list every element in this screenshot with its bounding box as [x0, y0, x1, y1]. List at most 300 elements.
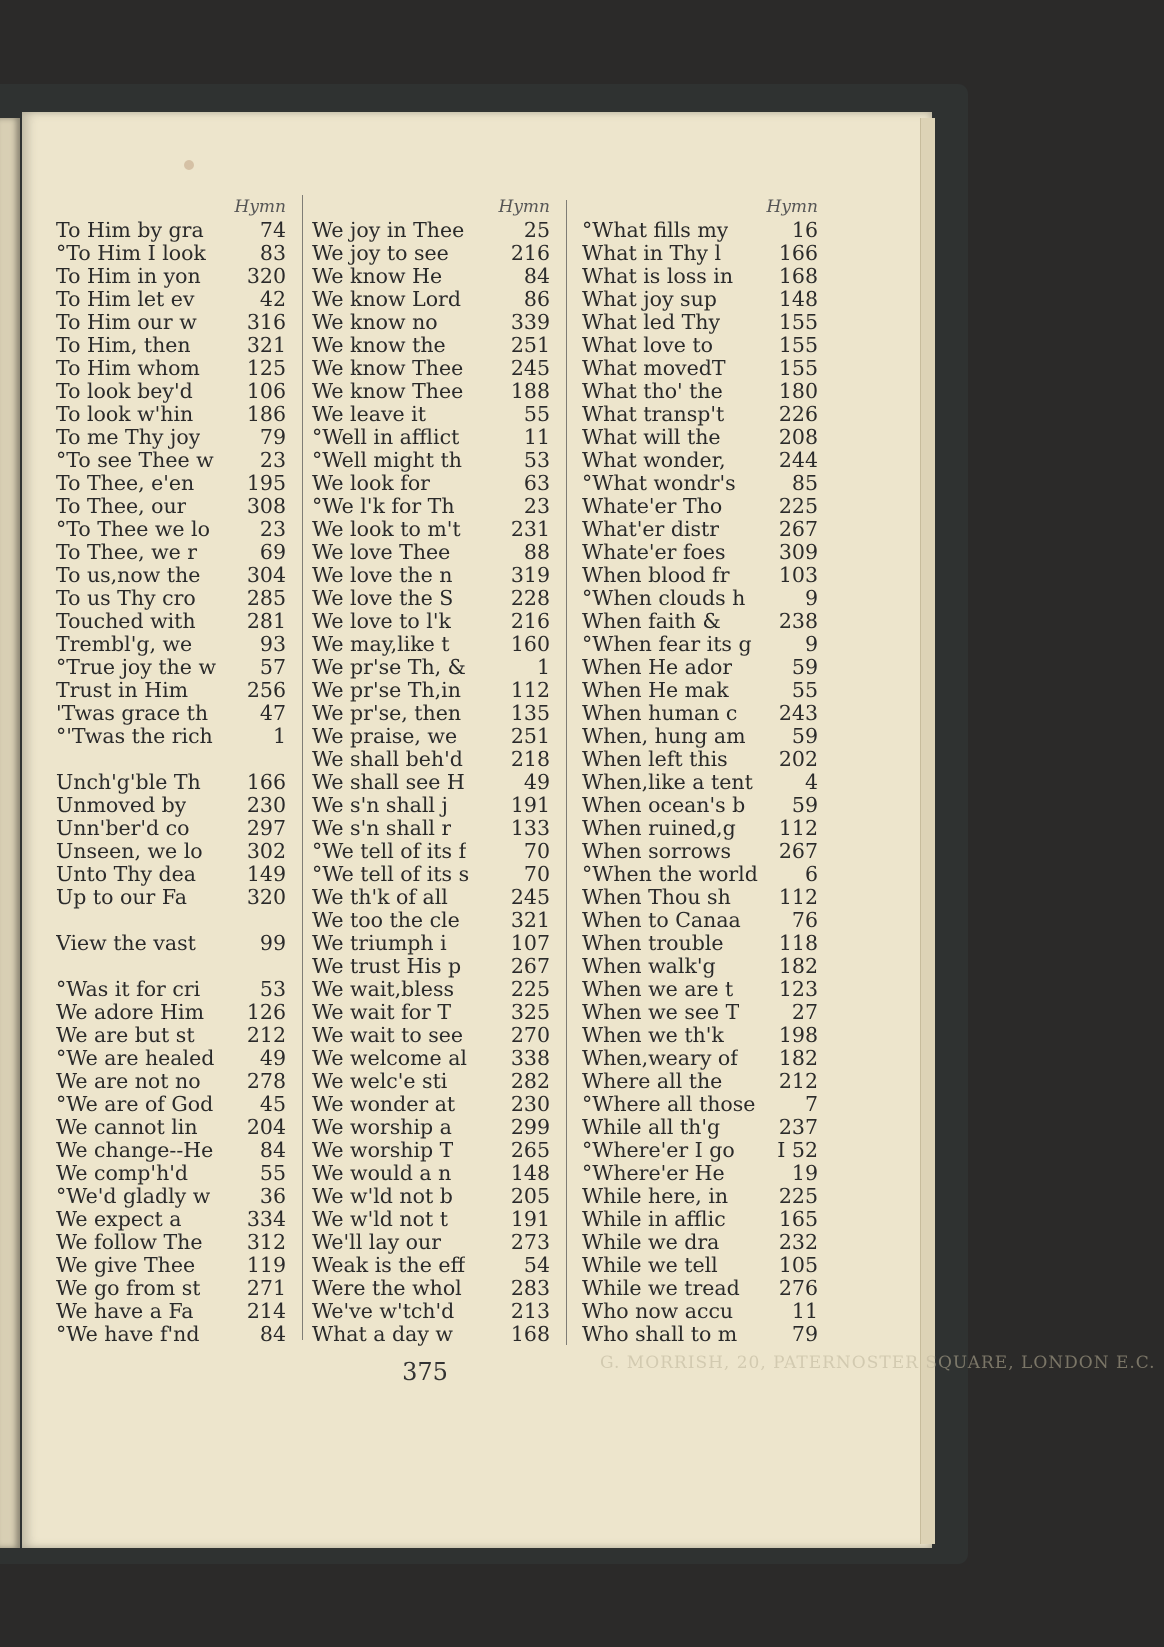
entry-title: °When fear its g: [582, 633, 752, 656]
index-entry: [56, 978, 286, 1001]
hymn-number: 321: [510, 909, 550, 932]
index-entry: [56, 242, 286, 265]
entry-title: To Him, then: [56, 334, 191, 357]
index-entry: [312, 1300, 550, 1323]
entry-title: Weak is the eff: [312, 1254, 466, 1277]
index-entry: [56, 1231, 286, 1254]
index-entry: [312, 633, 550, 656]
hymn-number: 84: [259, 1139, 286, 1162]
hymn-number: 243: [778, 702, 818, 725]
entry-title: We love the S: [312, 587, 454, 610]
entry-title: What movedT: [582, 357, 726, 380]
index-entry: [582, 426, 818, 449]
index-entry: [582, 656, 818, 679]
entry-title: °We have f'nd: [56, 1323, 200, 1346]
column-divider: [302, 195, 303, 1340]
entry-title: We wonder at: [312, 1093, 456, 1116]
index-entry: [312, 449, 550, 472]
hymn-number: 45: [259, 1093, 286, 1116]
entry-title: We have a Fa: [56, 1300, 194, 1323]
hymn-number: 281: [246, 610, 286, 633]
hymn-number: 105: [778, 1254, 818, 1277]
entry-title: °Where'er He: [582, 1162, 725, 1185]
entry-title: 'Twas grace th: [56, 702, 209, 725]
hymn-number: 55: [259, 1162, 286, 1185]
entry-title: What led Thy: [582, 311, 721, 334]
entry-title: Unn'ber'd co: [56, 817, 190, 840]
entry-title: What joy sup: [582, 288, 717, 311]
index-entry: [56, 518, 286, 541]
index-entry: [56, 817, 286, 840]
index-entry: [312, 426, 550, 449]
hymn-number: 106: [246, 380, 286, 403]
entry-title: To Him let ev: [56, 288, 195, 311]
entry-title: °To see Thee w: [56, 449, 214, 472]
hymn-number: 321: [246, 334, 286, 357]
entry-title: We w'ld not b: [312, 1185, 453, 1208]
entry-title: We th'k of all: [312, 886, 448, 909]
entry-title: When we th'k: [582, 1024, 724, 1047]
entry-title: Who now accu: [582, 1300, 734, 1323]
hymn-number: 195: [246, 472, 286, 495]
index-entry: [56, 1093, 286, 1116]
hymn-number: 245: [510, 357, 550, 380]
index-entry: [582, 932, 818, 955]
hymn-number: 168: [510, 1323, 550, 1346]
entry-title: °'Twas the rich: [56, 725, 213, 748]
entry-title: We w'ld not t: [312, 1208, 448, 1231]
index-entry: [56, 564, 286, 587]
index-entry: [312, 955, 550, 978]
index-entry: [582, 1162, 818, 1185]
index-entry: [582, 357, 818, 380]
index-entry: [582, 242, 818, 265]
hymn-number: 319: [510, 564, 550, 587]
hymn-number: 86: [523, 288, 550, 311]
entry-title: To Him our w: [56, 311, 197, 334]
index-entry: [582, 909, 818, 932]
entry-title: While in afflic: [582, 1208, 726, 1231]
entry-title: When to Canaa: [582, 909, 741, 932]
hymn-number: 251: [510, 334, 550, 357]
index-entry: [582, 1116, 818, 1139]
column-header: Hymn: [766, 197, 818, 217]
hymn-number: 214: [246, 1300, 286, 1323]
hymn-number: 83: [259, 242, 286, 265]
entry-title: °Well might th: [312, 449, 462, 472]
index-entry: [312, 219, 550, 242]
hymn-number: 70: [523, 840, 550, 863]
entry-title: We trust His p: [312, 955, 462, 978]
index-entry: [312, 1070, 550, 1093]
hymn-number: 204: [246, 1116, 286, 1139]
index-entry: [312, 1231, 550, 1254]
index-entry: [312, 518, 550, 541]
hymn-number: 285: [246, 587, 286, 610]
hymn-number: 123: [778, 978, 818, 1001]
index-entry: [312, 403, 550, 426]
entry-title: Trembl'g, we: [56, 633, 193, 656]
index-list: [56, 219, 286, 1346]
index-entry: [582, 288, 818, 311]
entry-title: We may,like t: [312, 633, 450, 656]
hymn-number: 165: [778, 1208, 818, 1231]
hymn-number: 212: [246, 1024, 286, 1047]
entry-title: Whate'er foes: [582, 541, 726, 564]
index-entry: [582, 449, 818, 472]
index-entry: [582, 955, 818, 978]
index-entry: [582, 1231, 818, 1254]
hymn-number: 148: [510, 1162, 550, 1185]
hymn-number: 55: [791, 679, 818, 702]
index-entry: [312, 610, 550, 633]
entry-title: When Thou sh: [582, 886, 731, 909]
entry-title: °Where'er I go: [582, 1139, 735, 1162]
index-entry: [582, 587, 818, 610]
index-entry: [582, 1093, 818, 1116]
entry-title: We change--He: [56, 1139, 214, 1162]
previous-page-edge: [0, 118, 20, 1548]
index-entry: [582, 265, 818, 288]
entry-title: °We'd gladly w: [56, 1185, 211, 1208]
index-list: [312, 219, 550, 1346]
index-entry: [312, 1047, 550, 1070]
index-entry: [582, 1185, 818, 1208]
index-entry: [312, 1162, 550, 1185]
index-entry: [312, 1093, 550, 1116]
column-header: Hymn: [498, 197, 550, 217]
index-entry: [582, 633, 818, 656]
entry-title: We joy to see: [312, 242, 449, 265]
entry-title: Trust in Him: [56, 679, 189, 702]
entry-title: When we are t: [582, 978, 734, 1001]
hymn-number: 237: [778, 1116, 818, 1139]
entry-title: When left this: [582, 748, 728, 771]
entry-title: When blood fr: [582, 564, 730, 587]
entry-title: We love Thee: [312, 541, 451, 564]
entry-title: What transp't: [582, 403, 725, 426]
entry-title: To us,now the: [56, 564, 201, 587]
entry-title: °We are healed: [56, 1047, 215, 1070]
entry-title: When, hung am: [582, 725, 746, 748]
entry-title: While all th'g: [582, 1116, 721, 1139]
entry-title: We triumph i: [312, 932, 447, 955]
hymn-number: 283: [510, 1277, 550, 1300]
hymn-number: 225: [778, 495, 818, 518]
hymn-number: 49: [259, 1047, 286, 1070]
index-entry: [312, 725, 550, 748]
entry-title: We'll lay our: [312, 1231, 442, 1254]
index-gap: [56, 955, 286, 978]
hymn-number: 270: [510, 1024, 550, 1047]
entry-title: What'er distr: [582, 518, 720, 541]
hymn-number: 9: [804, 587, 818, 610]
index-entry: [56, 1208, 286, 1231]
entry-title: To Thee, we r: [56, 541, 198, 564]
index-entry: [312, 334, 550, 357]
hymn-number: 63: [523, 472, 550, 495]
index-entry: [56, 1323, 286, 1346]
entry-title: We would a n: [312, 1162, 452, 1185]
index-entry: [56, 357, 286, 380]
entry-title: We welc'e sti: [312, 1070, 448, 1093]
entry-title: What love to: [582, 334, 713, 357]
hymn-number: 47: [259, 702, 286, 725]
hymn-number: 84: [523, 265, 550, 288]
hymn-number: 191: [510, 794, 550, 817]
entry-title: We are not no: [56, 1070, 201, 1093]
hymn-number: 299: [510, 1116, 550, 1139]
hymn-number: 202: [778, 748, 818, 771]
entry-title: °What wondr's: [582, 472, 736, 495]
hymn-number: 191: [510, 1208, 550, 1231]
index-entry: [312, 886, 550, 909]
index-entry: [56, 702, 286, 725]
entry-title: When walk'g: [582, 955, 716, 978]
hymn-number: 49: [523, 771, 550, 794]
entry-title: We worship T: [312, 1139, 454, 1162]
hymn-number: 282: [510, 1070, 550, 1093]
hymn-number: 230: [510, 1093, 550, 1116]
index-entry: [56, 219, 286, 242]
paper-stain: [184, 160, 194, 170]
hymn-number: 256: [246, 679, 286, 702]
entry-title: To Him by gra: [56, 219, 204, 242]
hymn-number: 74: [259, 219, 286, 242]
hymn-number: 148: [778, 288, 818, 311]
index-entry: [582, 679, 818, 702]
entry-title: When sorrows: [582, 840, 731, 863]
entry-title: While we tell: [582, 1254, 718, 1277]
entry-title: We pr'se Th, &: [312, 656, 466, 679]
hymn-number: 1: [536, 656, 550, 679]
hymn-number: 55: [523, 403, 550, 426]
hymn-number: 198: [778, 1024, 818, 1047]
index-entry: [56, 794, 286, 817]
hymn-number: 11: [523, 426, 550, 449]
index-entry: [312, 564, 550, 587]
index-entry: [56, 1070, 286, 1093]
entry-title: While here, in: [582, 1185, 729, 1208]
entry-title: °To Thee we lo: [56, 518, 210, 541]
hymn-number: 265: [510, 1139, 550, 1162]
entry-title: Were the whol: [312, 1277, 462, 1300]
hymn-number: 208: [778, 426, 818, 449]
hymn-number: 231: [510, 518, 550, 541]
index-entry: [312, 978, 550, 1001]
entry-title: Unmoved by: [56, 794, 187, 817]
index-entry: [312, 311, 550, 334]
entry-title: When human c: [582, 702, 738, 725]
index-entry: [582, 403, 818, 426]
entry-title: What will the: [582, 426, 721, 449]
hymn-number: 245: [510, 886, 550, 909]
entry-title: We too the cle: [312, 909, 460, 932]
hymn-number: 334: [246, 1208, 286, 1231]
hymn-number: 112: [510, 679, 550, 702]
entry-title: We wait for T: [312, 1001, 452, 1024]
hymn-number: 54: [523, 1254, 550, 1277]
hymn-number: 205: [510, 1185, 550, 1208]
entry-title: We know Lord: [312, 288, 461, 311]
hymn-number: 4: [804, 771, 818, 794]
entry-title: °To Him I look: [56, 242, 206, 265]
entry-title: What wonder,: [582, 449, 726, 472]
index-entry: [56, 449, 286, 472]
index-entry: [56, 840, 286, 863]
index-entry: [582, 840, 818, 863]
entry-title: To Thee, our: [56, 495, 187, 518]
hymn-number: 107: [510, 932, 550, 955]
entry-title: We love the n: [312, 564, 453, 587]
index-entry: [56, 380, 286, 403]
entry-title: We joy in Thee: [312, 219, 465, 242]
hymn-number: 76: [791, 909, 818, 932]
hymn-number: 23: [523, 495, 550, 518]
column-divider: [566, 200, 567, 1345]
index-entry: [312, 863, 550, 886]
entry-title: We expect a: [56, 1208, 182, 1231]
hymn-number: 320: [246, 886, 286, 909]
entry-title: °When the world: [582, 863, 758, 886]
hymn-number: 53: [523, 449, 550, 472]
entry-title: °True joy the w: [56, 656, 217, 679]
index-entry: [56, 587, 286, 610]
entry-title: °We tell of its f: [312, 840, 467, 863]
index-entry: [56, 1024, 286, 1047]
entry-title: When faith &: [582, 610, 721, 633]
hymn-number: 309: [778, 541, 818, 564]
index-entry: [312, 840, 550, 863]
entry-title: We look for: [312, 472, 430, 495]
entry-title: We pr'se Th,in: [312, 679, 461, 702]
hymn-number: 339: [510, 311, 550, 334]
entry-title: What a day w: [312, 1323, 453, 1346]
index-entry: [582, 1001, 818, 1024]
page-edges: [920, 118, 935, 1544]
hymn-number: 27: [791, 1001, 818, 1024]
entry-title: °We l'k for Th: [312, 495, 455, 518]
index-gap: [56, 909, 286, 932]
entry-title: What tho' the: [582, 380, 723, 403]
hymn-number: 11: [791, 1300, 818, 1323]
index-entry: [312, 909, 550, 932]
index-entry: [312, 495, 550, 518]
entry-title: We shall beh'd: [312, 748, 463, 771]
index-entry: [582, 472, 818, 495]
index-entry: [312, 242, 550, 265]
hymn-number: 271: [246, 1277, 286, 1300]
hymn-number: 308: [246, 495, 286, 518]
hymn-number: 338: [510, 1047, 550, 1070]
index-entry: [312, 1116, 550, 1139]
hymn-number: 225: [778, 1185, 818, 1208]
entry-title: °We are of God: [56, 1093, 214, 1116]
entry-title: View the vast: [56, 932, 196, 955]
index-entry: [56, 771, 286, 794]
entry-title: What in Thy l: [582, 242, 722, 265]
entry-title: To me Thy joy: [56, 426, 201, 449]
index-entry: [582, 495, 818, 518]
entry-title: Unseen, we lo: [56, 840, 203, 863]
index-entry: [582, 1070, 818, 1093]
hymn-number: 228: [510, 587, 550, 610]
entry-title: We welcome al: [312, 1047, 467, 1070]
entry-title: °What fills my: [582, 219, 729, 242]
index-entry: [312, 1185, 550, 1208]
index-entry: [582, 518, 818, 541]
hymn-number: [282, 748, 286, 771]
entry-title: We go from st: [56, 1277, 201, 1300]
index-entry: [56, 426, 286, 449]
hymn-number: 53: [259, 978, 286, 1001]
index-entry: [582, 219, 818, 242]
entry-title: What is loss in: [582, 265, 734, 288]
index-entry: [582, 1139, 818, 1162]
hymn-number: 216: [510, 242, 550, 265]
entry-title: We comp'h'd: [56, 1162, 189, 1185]
index-entry: [56, 472, 286, 495]
index-entry: [582, 771, 818, 794]
entry-title: We give Thee: [56, 1254, 196, 1277]
hymn-number: 188: [510, 380, 550, 403]
hymn-number: 182: [778, 1047, 818, 1070]
index-entry: [582, 1208, 818, 1231]
index-entry: [312, 1024, 550, 1047]
index-entry: [582, 380, 818, 403]
hymn-number: 19: [791, 1162, 818, 1185]
entry-title: Touched with: [56, 610, 196, 633]
index-column-2: [312, 195, 550, 1346]
hymn-number: 23: [259, 449, 286, 472]
entry-title: We know no: [312, 311, 438, 334]
hymn-number: 93: [259, 633, 286, 656]
index-entry: [56, 334, 286, 357]
index-entry: [312, 1254, 550, 1277]
index-entry: [582, 748, 818, 771]
hymn-number: 316: [246, 311, 286, 334]
index-entry: [56, 1277, 286, 1300]
index-entry: [312, 1323, 550, 1346]
entry-title: °We tell of its s: [312, 863, 470, 886]
index-entry: [582, 886, 818, 909]
index-entry: [56, 1300, 286, 1323]
entry-title: °Well in afflict: [312, 426, 460, 449]
hymn-number: 213: [510, 1300, 550, 1323]
hymn-number: 244: [778, 449, 818, 472]
hymn-number: 25: [523, 219, 550, 242]
index-entry: [56, 679, 286, 702]
hymn-number: 79: [791, 1323, 818, 1346]
index-entry: [312, 265, 550, 288]
entry-title: We know Thee: [312, 380, 464, 403]
index-entry: [312, 380, 550, 403]
index-entry: [56, 1254, 286, 1277]
hymn-number: 297: [246, 817, 286, 840]
hymn-number: 155: [778, 334, 818, 357]
entry-title: When we see T: [582, 1001, 740, 1024]
hymn-number: 225: [510, 978, 550, 1001]
entry-title: We wait,bless: [312, 978, 454, 1001]
entry-title: Who shall to m: [582, 1323, 738, 1346]
hymn-number: 325: [510, 1001, 550, 1024]
hymn-number: 160: [510, 633, 550, 656]
hymn-number: 59: [791, 794, 818, 817]
hymn-number: 166: [778, 242, 818, 265]
hymn-number: 273: [510, 1231, 550, 1254]
entry-title: To Thee, e'en: [56, 472, 195, 495]
hymn-number: 1: [272, 725, 286, 748]
